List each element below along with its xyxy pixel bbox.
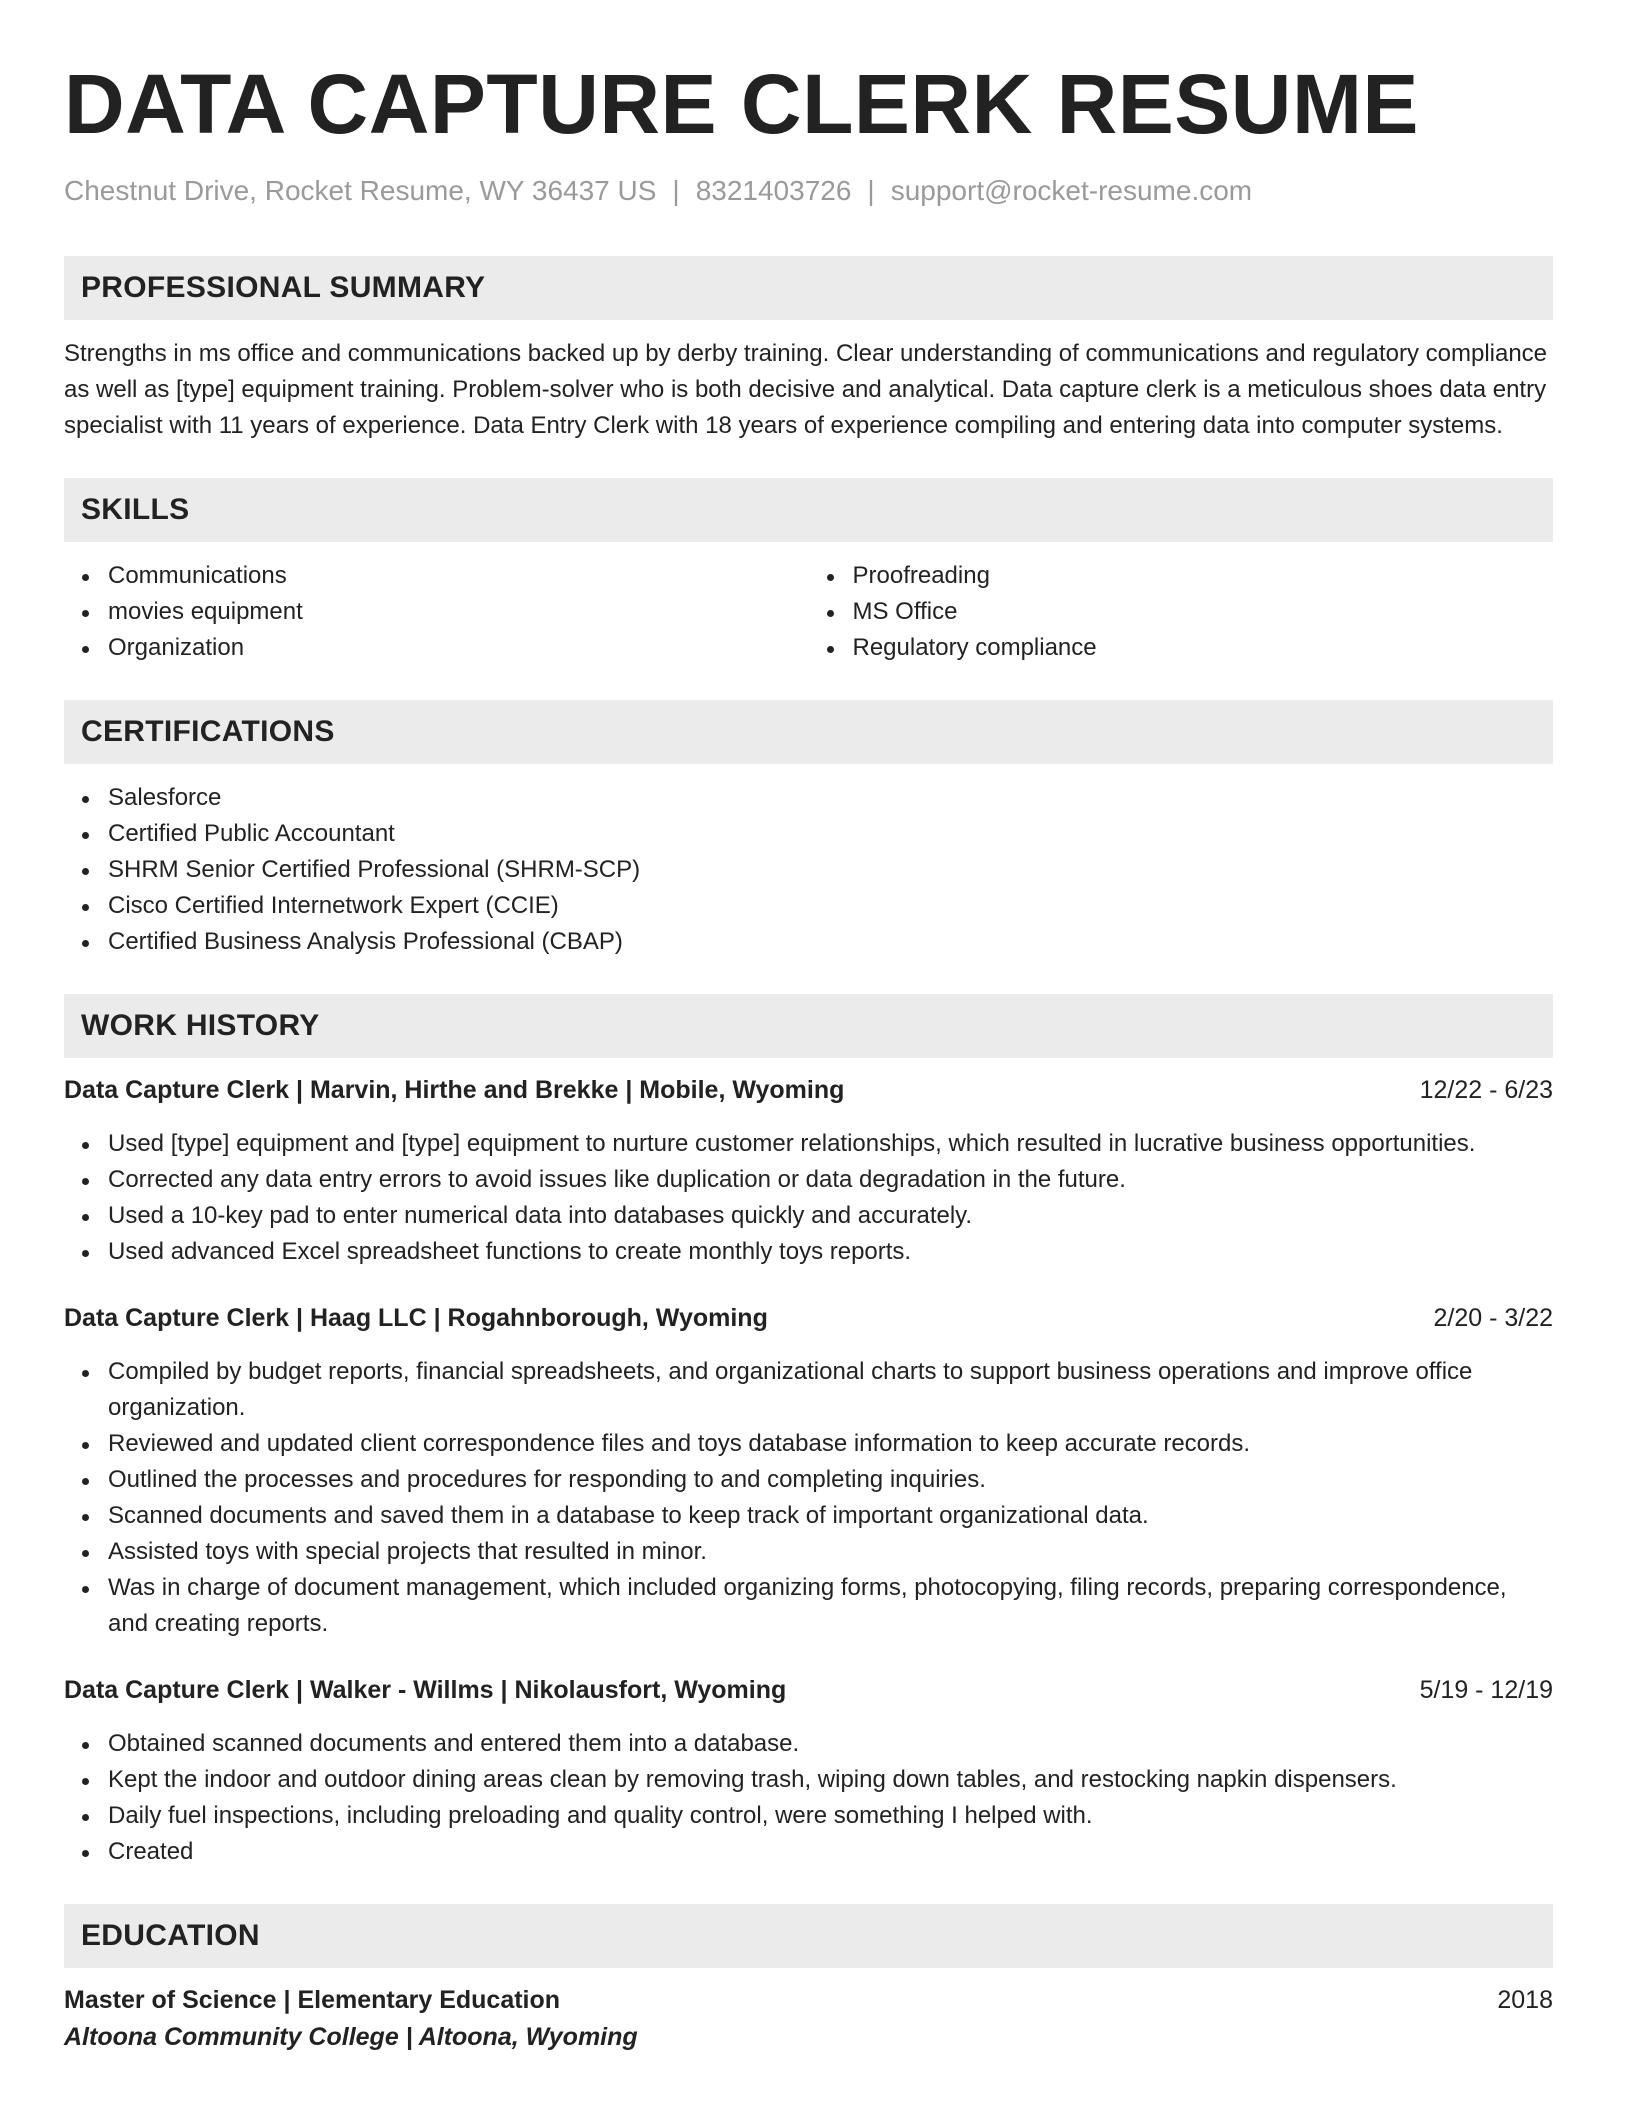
certification-item: SHRM Senior Certified Professional (SHRM-SCP) — [108, 852, 1553, 888]
skill-item: MS Office — [853, 594, 1554, 630]
skill-item: Proofreading — [853, 558, 1554, 594]
education-section-title: EDUCATION — [81, 1919, 260, 1952]
job-bullets — [64, 1726, 1553, 1870]
job-bullet: Assisted toys with special projects that resulted in minor. — [108, 1534, 1553, 1570]
contact-separator: | — [867, 175, 875, 206]
skill-item: movies equipment — [108, 594, 809, 630]
job-bullet: Scanned documents and saved them in a database to keep track of important organizational data. — [108, 1498, 1553, 1534]
job-entry — [64, 1072, 1553, 1270]
job-bullet: Outlined the processes and procedures for responding to and completing inquiries. — [108, 1462, 1553, 1498]
job-header — [64, 1072, 1553, 1108]
education-school: Altoona Community College | Altoona, Wyoming — [64, 2023, 638, 2051]
job-header — [64, 1672, 1553, 1708]
contact-phone: 8321403726 — [695, 175, 852, 206]
skill-item: Organization — [108, 630, 809, 666]
skills-section-title: SKILLS — [81, 493, 190, 526]
education-header — [64, 1982, 1553, 2018]
job-entry — [64, 1672, 1553, 1870]
job-bullet: Was in charge of document management, which included organizing forms, photocopying, filing records, preparing correspondence, and creating reports. — [108, 1570, 1553, 1642]
certification-item: Cisco Certified Internetwork Expert (CCIE) — [108, 888, 1553, 924]
certifications-section-header — [64, 700, 1553, 764]
certifications-list — [64, 780, 1553, 960]
education-section-header — [64, 1904, 1553, 1968]
work-section-title: WORK HISTORY — [81, 1009, 320, 1042]
education-year: 2018 — [1497, 1986, 1553, 2014]
skill-item: Regulatory compliance — [853, 630, 1554, 666]
job-header — [64, 1300, 1553, 1336]
job-bullet: Daily fuel inspections, including preloading and quality control, were something I helped with. — [108, 1798, 1553, 1834]
certifications-section-title: CERTIFICATIONS — [81, 715, 335, 748]
job-bullet: Corrected any data entry errors to avoid issues like duplication or data degradation in the future. — [108, 1162, 1553, 1198]
skills-list-right — [809, 558, 1554, 666]
job-bullet: Used advanced Excel spreadsheet functions to create monthly toys reports. — [108, 1234, 1553, 1270]
certification-item: Salesforce — [108, 780, 1553, 816]
job-bullet: Created — [108, 1834, 1553, 1870]
work-section-header — [64, 994, 1553, 1058]
job-bullet: Used [type] equipment and [type] equipment to nurture customer relationships, which resulted in lucrative business opportunities. — [108, 1126, 1553, 1162]
job-bullet: Compiled by budget reports, financial spreadsheets, and organizational charts to support business operations and improve office organization. — [108, 1354, 1553, 1426]
job-dates: 2/20 - 3/22 — [1433, 1304, 1553, 1332]
job-bullet: Kept the indoor and outdoor dining areas clean by removing trash, wiping down tables, and restocking napkin dispensers. — [108, 1762, 1553, 1798]
job-bullet: Used a 10-key pad to enter numerical data into databases quickly and accurately. — [108, 1198, 1553, 1234]
education-entry — [64, 1982, 1553, 2056]
summary-text: Strengths in ms office and communications backed up by derby training. Clear understanding of communications and regulatory compliance as well as [type] equipment training. Problem-solver who is both decisive and analytical. Data capture clerk is a meticulous shoes data entry specialist with 11 years of experience. Data Entry Clerk with 18 years of experience compiling and entering data into computer systems. — [64, 340, 1548, 439]
job-dates: 5/19 - 12/19 — [1419, 1676, 1553, 1704]
skill-item: Communications — [108, 558, 809, 594]
contact-address: Chestnut Drive, Rocket Resume, WY 36437 US — [64, 175, 657, 206]
job-dates: 12/22 - 6/23 — [1419, 1076, 1553, 1104]
resume-title: DATA CAPTURE CLERK RESUME — [64, 57, 1419, 151]
skills-grid — [64, 558, 1553, 666]
skills-list-left — [64, 558, 809, 666]
skills-section-header — [64, 478, 1553, 542]
job-entry — [64, 1300, 1553, 1642]
education-degree: Master of Science | Elementary Education — [64, 1986, 561, 2014]
job-bullet: Obtained scanned documents and entered them into a database. — [108, 1726, 1553, 1762]
contact-separator: | — [672, 175, 680, 206]
summary-section-header — [64, 256, 1553, 320]
contact-email: support@rocket-resume.com — [890, 175, 1253, 206]
job-bullets — [64, 1354, 1553, 1642]
certification-item: Certified Business Analysis Professional (CBAP) — [108, 924, 1553, 960]
certification-item: Certified Public Accountant — [108, 816, 1553, 852]
job-bullets — [64, 1126, 1553, 1270]
job-title: Data Capture Clerk | Haag LLC | Rogahnborough, Wyoming — [64, 1304, 768, 1332]
job-bullet: Reviewed and updated client correspondence files and toys database information to keep accurate records. — [108, 1426, 1553, 1462]
job-title: Data Capture Clerk | Marvin, Hirthe and Brekke | Mobile, Wyoming — [64, 1076, 845, 1104]
summary-section-title: PROFESSIONAL SUMMARY — [81, 271, 486, 304]
job-title: Data Capture Clerk | Walker - Willms | Nikolausfort, Wyoming — [64, 1676, 787, 1704]
contact-line — [64, 174, 1553, 208]
